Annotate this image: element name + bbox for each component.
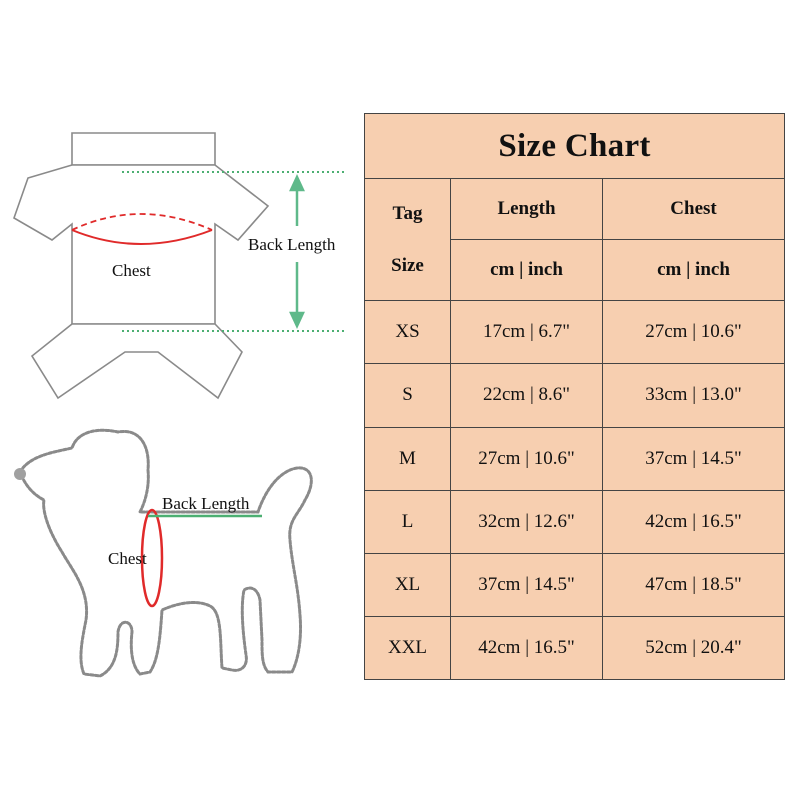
dog-nose-icon [14, 468, 26, 480]
length-cell: 42cm | 16.5" [451, 616, 603, 679]
size-cell: M [365, 427, 451, 490]
size-chart-table [364, 113, 785, 680]
table-row [365, 616, 785, 679]
dog-chest-label: Chest [108, 549, 147, 568]
size-chart-title: Size Chart [365, 114, 785, 179]
shirt-chest-label: Chest [112, 261, 151, 280]
size-cell: L [365, 490, 451, 553]
length-header: Length [451, 179, 603, 240]
tag-header: Tag [392, 202, 423, 224]
table-row [365, 427, 785, 490]
table-row [365, 364, 785, 427]
chest-cell: 47cm | 18.5" [603, 553, 785, 616]
table-row [365, 490, 785, 553]
length-cell: 27cm | 10.6" [451, 427, 603, 490]
shirt-back-length-label: Back Length [248, 235, 336, 254]
chest-header: Chest [603, 179, 785, 240]
table-row [365, 301, 785, 364]
dog-back-length-label: Back Length [162, 494, 250, 513]
size-chart [364, 113, 784, 680]
diagram-graphics [0, 0, 360, 800]
length-cell: 37cm | 14.5" [451, 553, 603, 616]
chest-unit-header: cm | inch [603, 240, 785, 301]
table-row [365, 553, 785, 616]
chest-cell: 33cm | 13.0" [603, 364, 785, 427]
size-cell: S [365, 364, 451, 427]
chest-cell: 52cm | 20.4" [603, 616, 785, 679]
length-unit-header: cm | inch [451, 240, 603, 301]
chest-cell: 37cm | 14.5" [603, 427, 785, 490]
size-cell: XL [365, 553, 451, 616]
length-cell: 22cm | 8.6" [451, 364, 603, 427]
dog-icon [20, 430, 311, 676]
chest-cell: 42cm | 16.5" [603, 490, 785, 553]
size-cell: XXL [365, 616, 451, 679]
measurement-diagram [0, 0, 360, 800]
size-header: Size [391, 254, 424, 276]
tag-size-header [365, 179, 451, 301]
size-cell: XS [365, 301, 451, 364]
length-cell: 32cm | 12.6" [451, 490, 603, 553]
chest-cell: 27cm | 10.6" [603, 301, 785, 364]
length-cell: 17cm | 6.7" [451, 301, 603, 364]
